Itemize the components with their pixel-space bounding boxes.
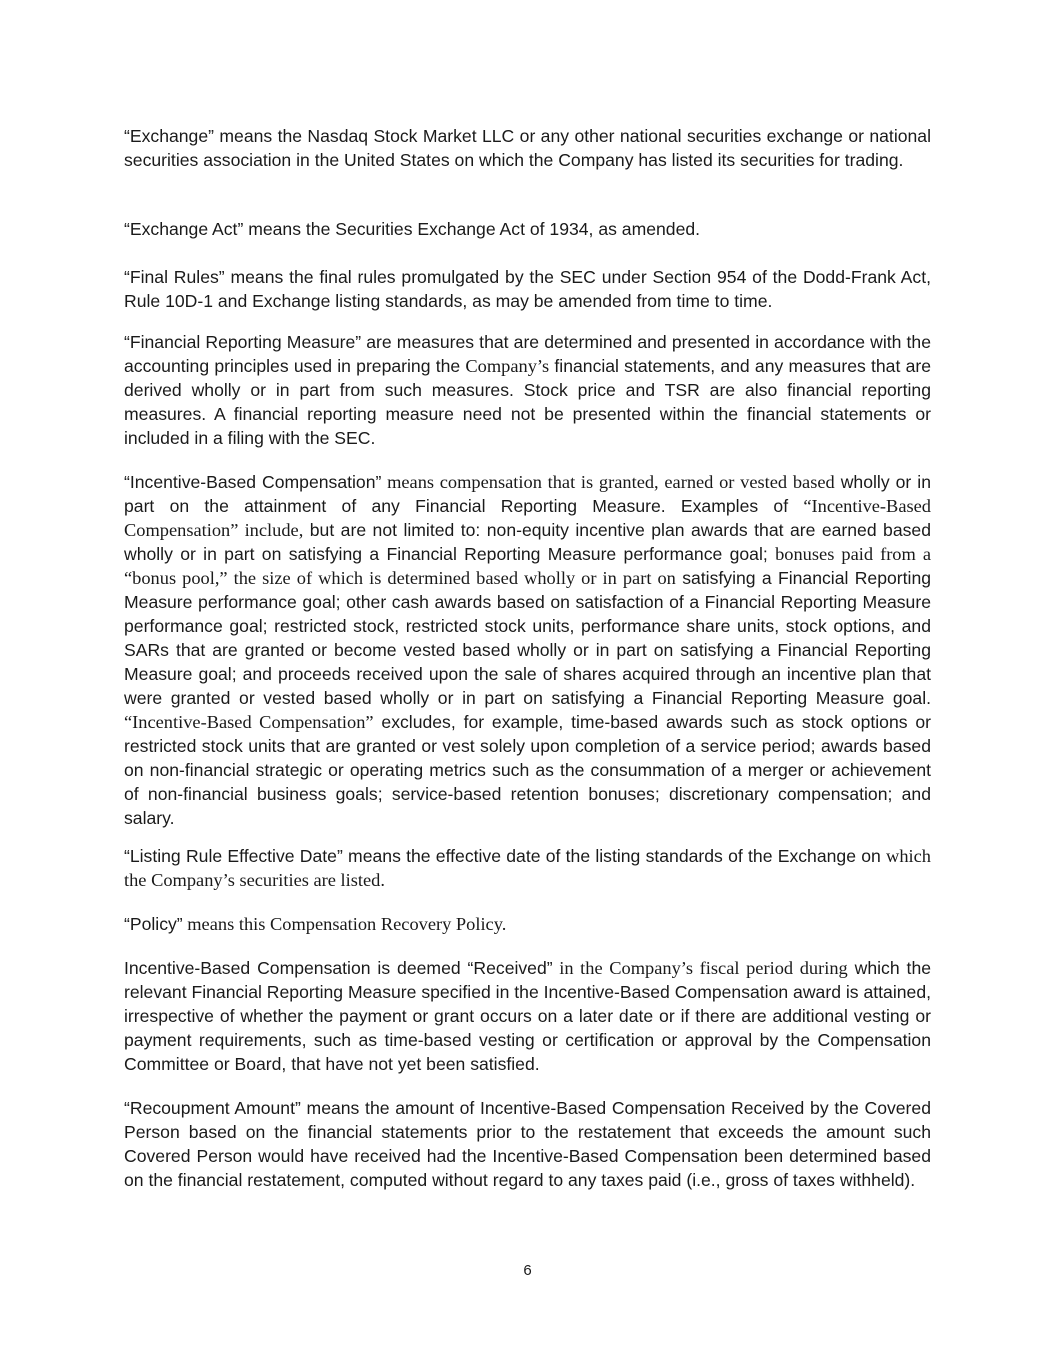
definition-text: means the amount of Incentive-Based Compensation Received by the Covered Person based on the financial statements prior to the restatement that exceeds the amount such Covered Person would have received had the Incentive-Based Compensation been determined based on the financial restatement, computed without regard to any taxes paid (i.e., gross of taxes withheld). bbox=[124, 1098, 931, 1190]
definition-text-serif: which the Company’s securities are listed. bbox=[124, 846, 931, 890]
definition-incentive-based-compensation bbox=[124, 470, 931, 830]
definition-text: financial statements, and any measures that are derived wholly or in part from such measures. Stock price and TSR are also financial reporting measures. A financial reporting measure need not be presented within the financial statements or included in a filing with the SEC. bbox=[124, 356, 931, 448]
definition-exchange-act bbox=[124, 217, 931, 241]
defined-term: “Final Rules” bbox=[124, 267, 225, 287]
definition-text: means the Securities Exchange Act of 1934, as amended. bbox=[243, 219, 701, 239]
defined-term: “Financial Reporting Measure” bbox=[124, 332, 362, 352]
definition-text: Incentive-Based Compensation is deemed “Received” bbox=[124, 958, 553, 978]
definition-text-serif: bonuses paid from a “bonus pool,” the size of which is determined based wholly or in part on bbox=[124, 544, 931, 588]
definition-text: means the effective date of the listing standards of the Exchange on bbox=[342, 846, 887, 866]
definition-recoupment-amount bbox=[124, 1096, 931, 1192]
defined-term: “Listing Rule Effective Date” bbox=[124, 846, 343, 866]
definition-text-serif: means this Compensation Recovery Policy. bbox=[182, 914, 507, 934]
definition-text: means the final rules promulgated by the SEC under Section 954 of the Dodd-Frank Act, Rule 10D-1 and Exchange listing standards, as may be amended from time to time. bbox=[124, 267, 931, 311]
definition-text-serif: in the Company’s fiscal period during bbox=[552, 958, 848, 978]
definition-text: excludes, for example, time-based awards such as stock options or restricted stock units that are granted or vest solely upon completion of a service period; awards based on non-financial strategic or operating metrics such as the consummation of a merger or achievement of non-financial business goals; service-based retention bonuses; discretionary compensation; and salary. bbox=[124, 712, 931, 828]
definition-received bbox=[124, 956, 931, 1076]
defined-term: “Exchange Act” bbox=[124, 219, 244, 239]
definition-text: but are not limited to: non-equity incentive plan awards that are earned based wholly or in part on satisfying a Financial Reporting Measure performance goal; bbox=[124, 520, 931, 564]
defined-term: “Recoupment Amount” bbox=[124, 1098, 301, 1118]
definition-text: satisfying a Financial Reporting Measure performance goal; other cash awards based on satisfaction of a Financial Reporting Measure performance goal; restricted stock, restricted stock units, performance share units, stock options, and SARs that are granted or become vested based wholly or in part on satisfying a Financial Reporting Measure goal; and proceeds received upon the sale of shares acquired through an incentive plan that were granted or vested based wholly or in part on satisfying a Financial Reporting Measure goal. bbox=[124, 568, 932, 708]
definition-text-serif: “Incentive-Based Compensation” bbox=[124, 712, 374, 732]
defined-term: “Incentive-Based Compensation” bbox=[124, 472, 382, 492]
page-number: 6 bbox=[523, 1262, 532, 1279]
defined-term: “Policy” bbox=[124, 914, 183, 934]
definition-text-serif: “Incentive-Based Compensation” include, bbox=[124, 496, 931, 540]
definition-text: which the relevant Financial Reporting Measure specified in the Incentive-Based Compensation award is attained, irrespective of whether the payment or grant occurs on a later date or if there are additional vesting or payment requirements, such as time-based vesting or certification or approval by the Compensation Committee or Board, that have not yet been satisfied. bbox=[124, 958, 932, 1074]
definition-text-serif: means compensation that is granted, earned or vested based bbox=[381, 472, 835, 492]
definition-text-serif: Company’s bbox=[465, 356, 550, 376]
definition-financial-reporting-measure bbox=[124, 330, 931, 450]
definition-text: are measures that are determined and presented in accordance with the accounting principles used in preparing the bbox=[124, 332, 931, 376]
definition-exchange bbox=[124, 124, 931, 172]
definition-listing-rule-effective-date bbox=[124, 844, 931, 892]
definition-text: means the Nasdaq Stock Market LLC or any other national securities exchange or national securities association in the United States on which the Company has listed its securities for trading. bbox=[124, 126, 931, 170]
definition-text: wholly or in part on the attainment of any Financial Reporting Measure. Examples of bbox=[124, 472, 931, 516]
definition-policy bbox=[124, 912, 931, 936]
defined-term: “Exchange” bbox=[124, 126, 214, 146]
definition-final-rules bbox=[124, 265, 931, 313]
